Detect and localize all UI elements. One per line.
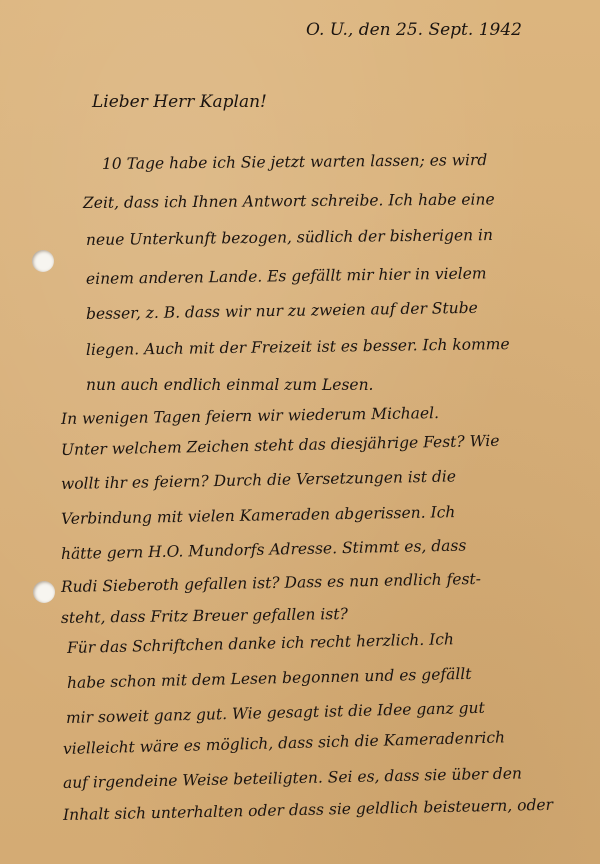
letter-line: Verbindung mit vielen Kameraden abgerissen. Ich	[60, 503, 456, 528]
letter-line: wollt ihr es feiern? Durch die Versetzungen ist die	[60, 467, 457, 493]
letter-line: Für das Schriftchen danke ich recht herzlich. Ich	[66, 630, 455, 657]
letter-dateline: O. U., den 25. Sept. 1942	[306, 20, 522, 40]
letter-line: 10 Tage habe ich Sie jetzt warten lassen; es wird	[101, 150, 488, 173]
letter-line: Inhalt sich unterhalten oder dass sie geldlich beisteuern, oder	[62, 795, 554, 824]
letter-line: habe schon mit dem Lesen begonnen und es gefällt	[66, 664, 472, 692]
letter-line: vielleicht wäre es möglich, dass sich die Kameradenrich	[62, 728, 506, 758]
letter-salutation: Lieber Herr Kaplan!	[92, 92, 267, 112]
letter-line: nun auch endlich einmal zum Lesen.	[86, 376, 374, 394]
punch-hole	[33, 581, 55, 603]
letter-line: hätte gern H.O. Mundorfs Adresse. Stimmt es, dass	[60, 536, 467, 563]
letter-line: steht, dass Fritz Breuer gefallen ist?	[60, 604, 348, 627]
punch-hole	[32, 250, 54, 272]
letter-line: mir soweit ganz gut. Wie gesagt ist die Idee ganz gut	[65, 698, 485, 727]
letter-line: Unter welchem Zeichen steht das diesjährige Fest? Wie	[60, 431, 500, 459]
letter-line: In wenigen Tagen feiern wir wiederum Michael.	[60, 404, 440, 428]
letter-line: auf irgendeine Weise beteiligten. Sei es, dass sie über den	[62, 764, 523, 792]
letter-line: besser, z. B. dass wir nur zu zweien auf der Stube	[85, 298, 478, 323]
letter-line: neue Unterkunft bezogen, südlich der bisherigen in	[85, 226, 494, 249]
letter-line: einem anderen Lande. Es gefällt mir hier in vielem	[85, 264, 487, 288]
letter-line: Zeit, dass ich Ihnen Antwort schreibe. Ich habe eine	[82, 190, 495, 212]
letter-line: liegen. Auch mit der Freizeit ist es besser. Ich komme	[85, 335, 510, 359]
letter-line: Rudi Sieberoth gefallen ist? Dass es nun endlich fest-	[60, 569, 482, 596]
